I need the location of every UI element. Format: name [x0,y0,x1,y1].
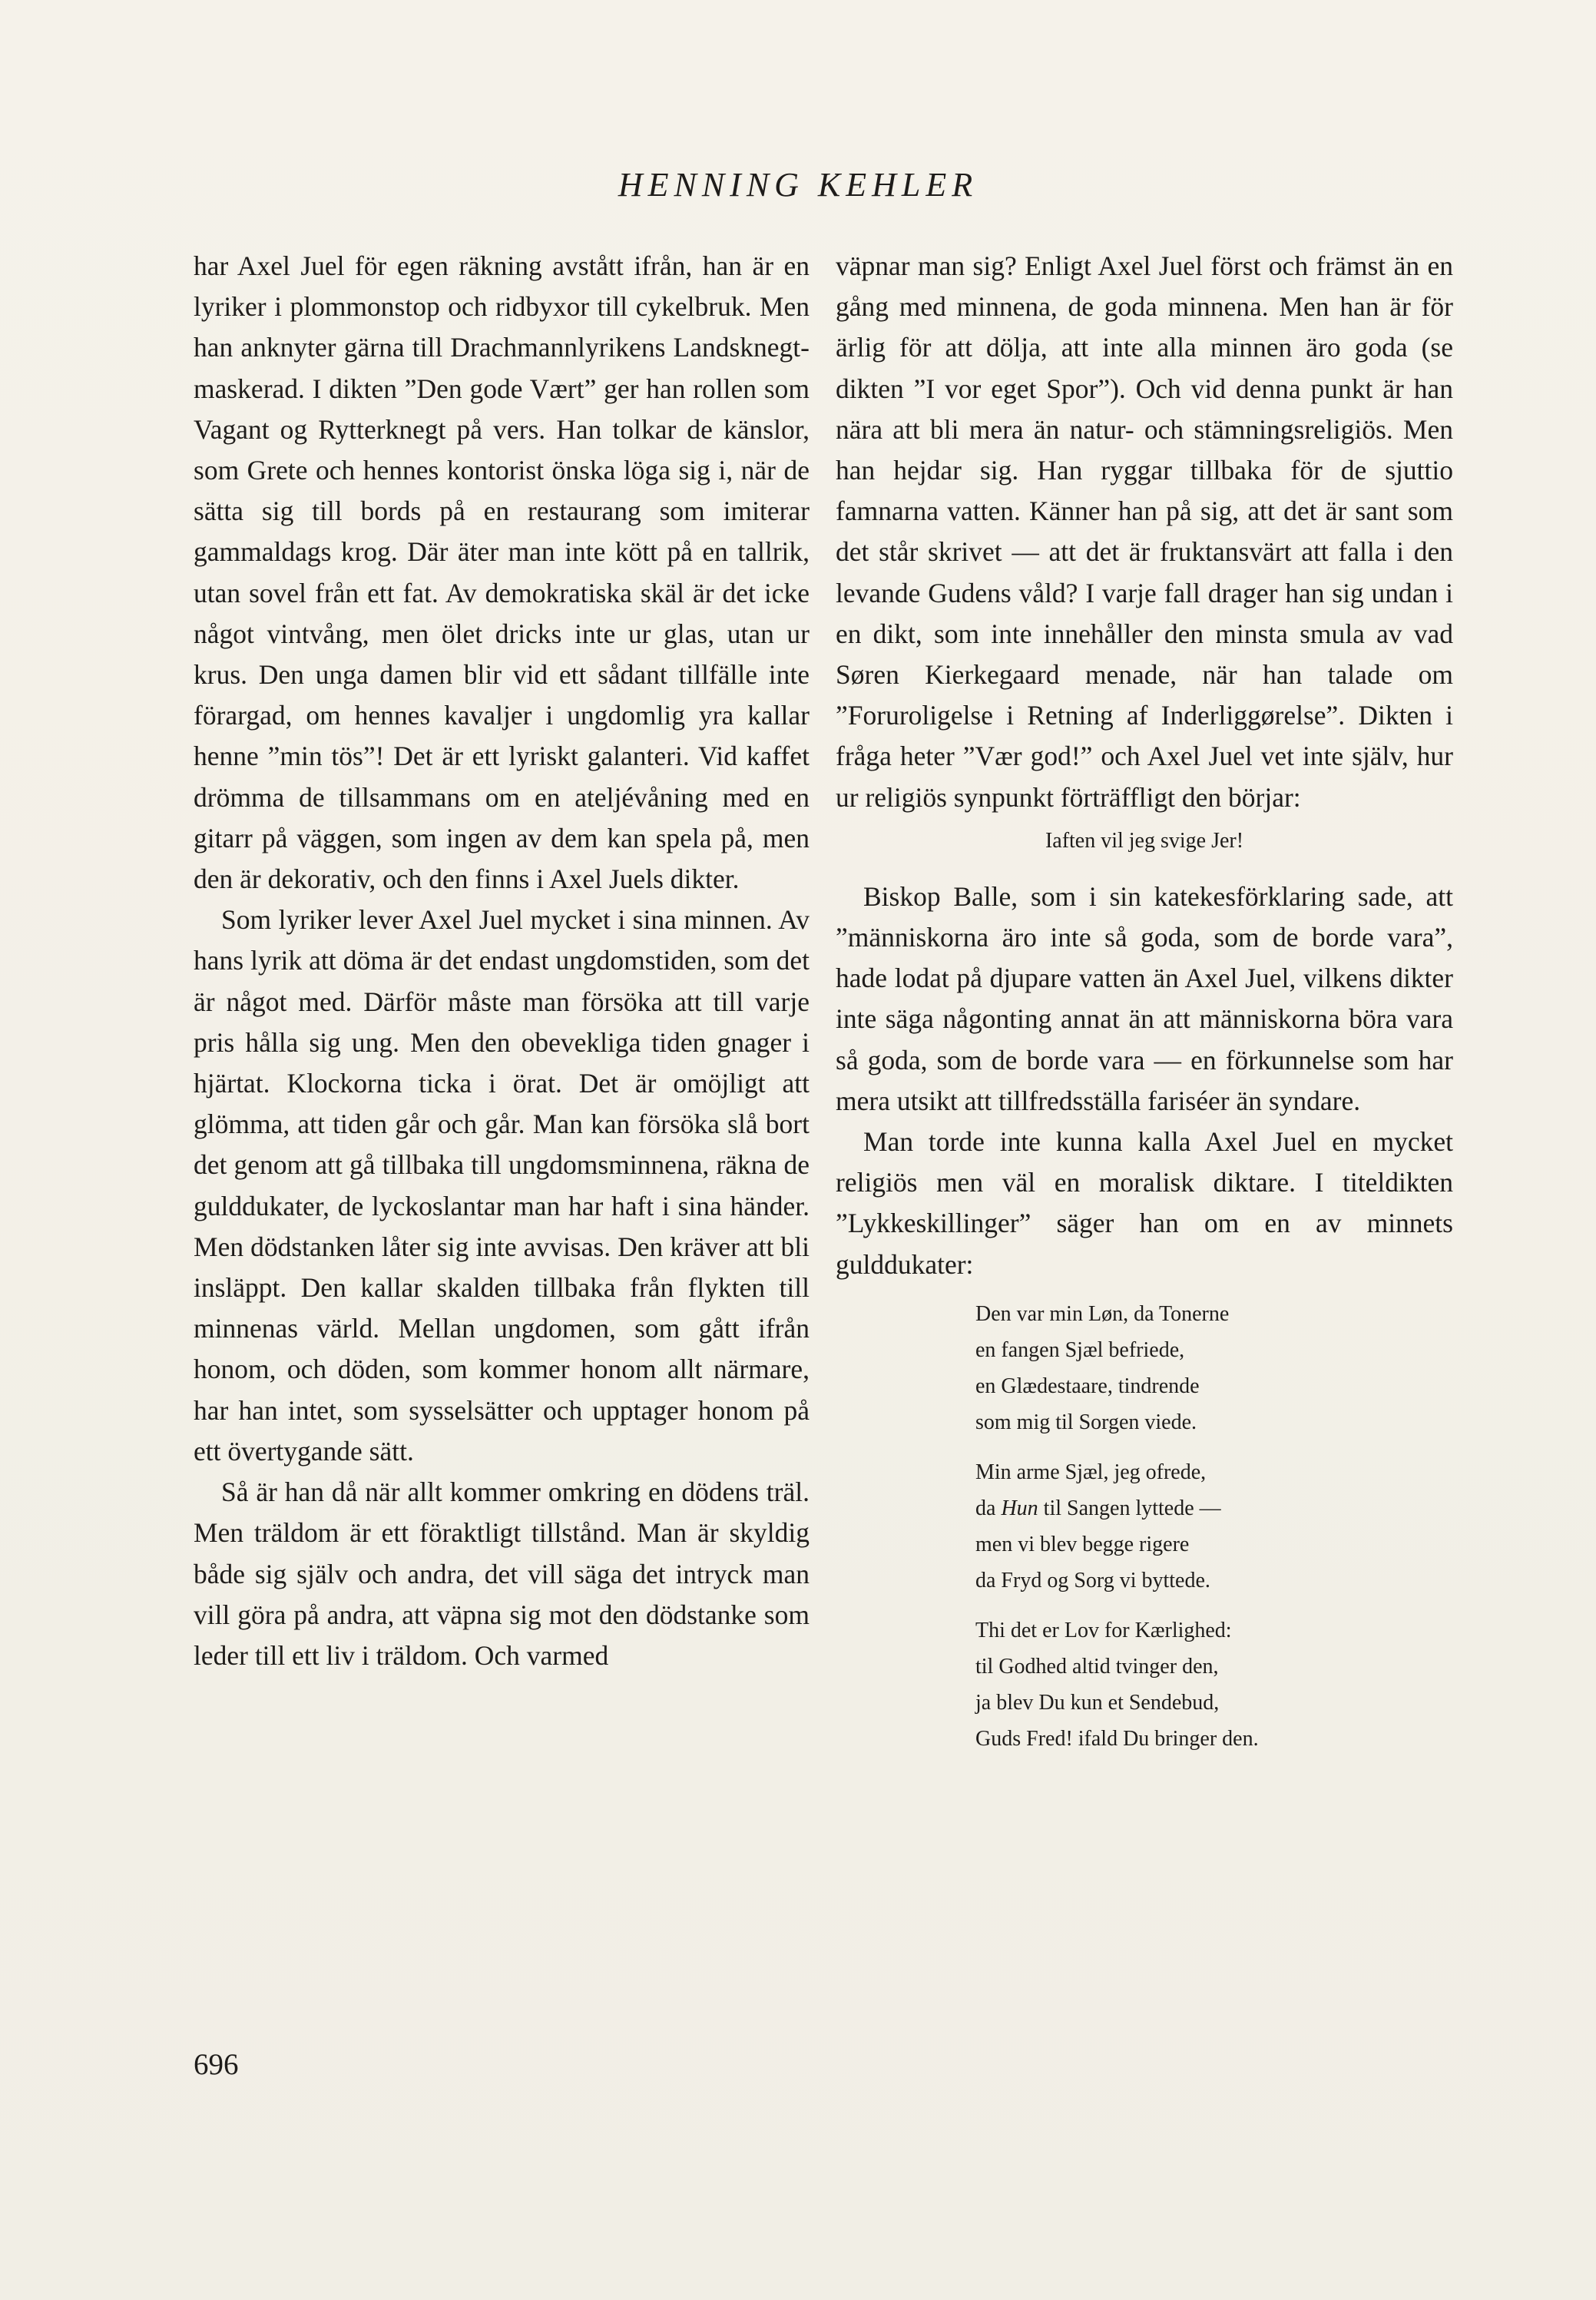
poem-stanza [975,1296,1453,1440]
running-head: HENNING KEHLER [618,166,978,204]
left-column [194,246,810,1676]
quoted-line: Iaften vil jeg svige Jer! [1045,828,1244,853]
poem-line: som mig til Sorgen viede. [975,1410,1197,1434]
poem-line: men vi blev begge rigere [975,1532,1190,1556]
page-number: 696 [194,2048,239,2081]
poem-line: da Fryd og Sorg vi byttede. [975,1568,1210,1592]
poem [975,1296,1453,1757]
poem-line [975,1490,1453,1526]
poem-line: en fangen Sjæl befriede, [975,1337,1185,1362]
paragraph: Så är han då när allt kommer omkring en dödens träl. Men träldom är ett föraktligt tillstånd. Man är skyldig både sig själv och andra, det vill säga det intryck man vill göra på andra, att väpna sig mot den dödstanke som leder till ett liv i träldom. Och varmed [194,1476,810,1671]
poem-line: ja blev Du kun et Sendebud, [975,1690,1220,1715]
poem-line: Min arme Sjæl, jeg ofrede, [975,1460,1207,1484]
paragraph: har Axel Juel för egen räkning avstått ifrån, han är en lyriker i plommonstop och ridbyxor till cykelbruk. Men han anknyter gärna till Drachmannlyrikens Landsknegt-maskerad. I dikten ”Den gode Vært” ger han rollen som Vagant og Rytterknegt på vers. Han tolkar de känslor, som Grete och hennes kontorist önska löga sig i, när de sätta sig till bords på en restaurang som imiterar gammaldags krog. Där äter man inte kött på en tallrik, utan sovel från ett fat. Av demokratiska skäl är det icke något vintvång, men ölet dricks inte ur glas, utan ur krus. Den unga damen blir vid ett sådant tillfälle inte förargad, om hennes kavaljer i ungdomlig yra kallar henne ”min tös”! Det är ett lyriskt galanteri. Vid kaffet drömma de tillsammans om en ateljévåning med en gitarr på väggen, som ingen av dem kan spela på, men den är dekorativ, och den finns i Axel Juels dikter. [194,250,810,895]
paragraph: Som lyriker lever Axel Juel mycket i sina minnen. Av hans lyrik att döma är det endast ungdomstiden, som det är något med. Därför måste man försöka att till varje pris hålla sig ung. Men den obevekliga tiden gnager i hjärtat. Klockorna ticka i örat. Det är omöjligt att glömma, att tiden går och går. Man kan försöka slå bort det genom att gå tillbaka till ungdomsminnena, räkna de gulddukater, de lyckoslantar man har haft i sina händer. Men dödstanken låter sig inte avvisas. Den kräver att bli insläppt. Den kallar skalden tillbaka från flykten till minnenas värld. Mellan ungdomen, som gått ifrån honom, och döden, som kommer honom allt närmare, har han intet, som sysselsätter och upptager honom på ett övertygande sätt. [194,904,810,1466]
paragraph: Biskop Balle, som i sin katekesförklaring sade, att ”människorna äro inte så goda, som de borde vara”, hade lodat på djupare vatten än Axel Juel, vilkens dikter inte säga någonting annat än att människorna böra vara så goda, som de borde vara — en förkunnelse som har mera utsikt att tillfredsställa fariséer än syndare. [836,880,1453,1116]
poem-text: til Sangen lyttede — [1038,1496,1221,1520]
poem-line: Den var min Løn, da Tonerne [975,1301,1230,1326]
paragraph: Man torde inte kunna kalla Axel Juel en mycket religiös men väl en moralisk diktare. I titeldikten ”Lykkeskillinger” säger han om en av minnets gulddukater: [836,1126,1453,1280]
poem-line: Thi det er Lov for Kærlighed: [975,1618,1232,1642]
poem-line: til Godhed altid tvinger den, [975,1654,1219,1679]
poem-emphasis: Hun [1001,1496,1038,1520]
right-column [836,246,1453,1771]
paragraph: väpnar man sig? Enligt Axel Juel först och främst än en gång med minnena, de goda minnena. Men han är för ärlig för att dölja, att inte alla minnen äro goda (se dikten ”I vor eget Spor”). Och vid denna punkt är han nära att bli mera än natur- och stämningsreligiös. Men han hejdar sig. Han ryggar tillbaka för de sjuttio famnarna vatten. Känner han på sig, att det är sant som det står skrivet — att det är fruktansvärt att falla i den levande Gudens våld? I varje fall drager han sig undan i en dikt, som inte innehåller den minsta smula av vad Søren Kierkegaard menade, när han talade om ”Foruroligelse i Retning af Inderliggørelse”. Dikten i fråga heter ”Vær god!” och Axel Juel vet inte själv, hur ur religiös synpunkt förträffligt den börjar: [836,250,1453,813]
poem-line: Guds Fred! ifald Du bringer den. [975,1726,1259,1751]
poem-text: da [975,1496,1002,1520]
poem-line: en Glædestaare, tindrende [975,1374,1200,1398]
poem-stanza [975,1454,1453,1599]
poem-stanza [975,1612,1453,1757]
